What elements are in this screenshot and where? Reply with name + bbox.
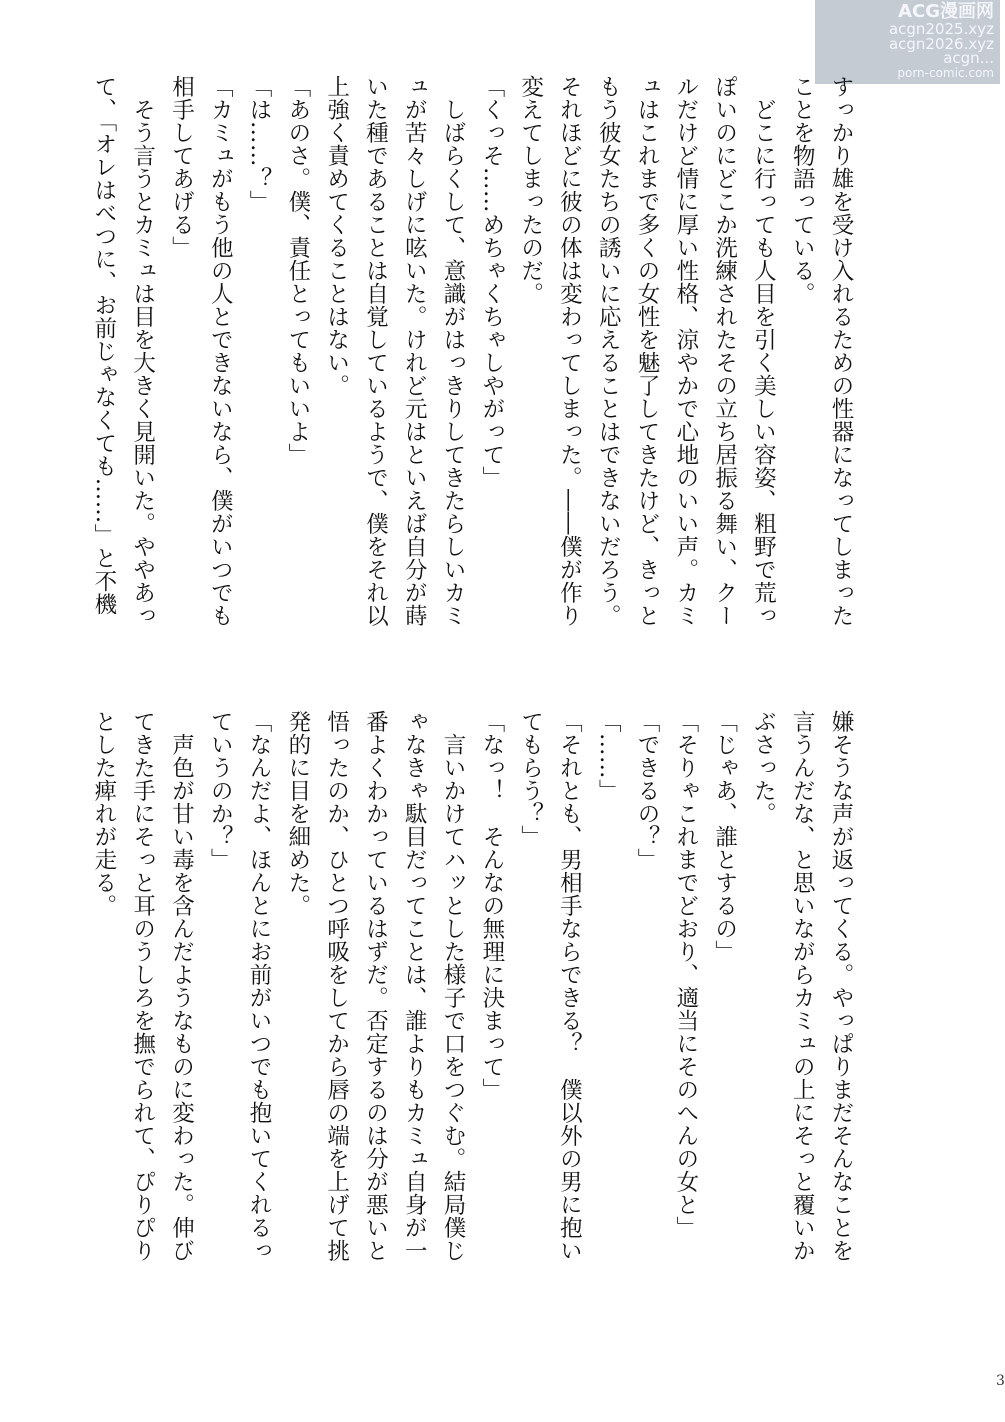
text-line: 上強く責めてくることはない。 (323, 75, 350, 397)
text-line: ュはこれまで多くの女性を魅了してきたけど、きっと (634, 75, 661, 627)
text-line: 声色が甘い毒を含んだようなものに変わった。伸び (168, 710, 195, 1262)
text-line: 「それとも、男相手ならできる？ 僕以外の男に抱い (556, 710, 583, 1262)
text-block-top (90, 75, 860, 675)
text-line: ゃなきゃ駄目だってことは、誰よりもカミュ自身が一 (401, 710, 428, 1262)
text-line: 「は……？」 (246, 75, 273, 213)
text-line: とした痺れが走る。 (90, 710, 117, 917)
text-line: ぽいのにどこか洗練されたその立ち居振る舞い、クー (711, 75, 738, 627)
text-line: 悟ったのか、ひとつ呼吸をしてから唇の端を上げて挑 (323, 710, 350, 1262)
watermark-line: porn-comic.com (897, 65, 994, 80)
text-line: 相手してあげる」 (168, 75, 195, 259)
text-line: ことを物語っている。 (789, 75, 816, 305)
text-line: そう言うとカミュは目を大きく見開いた。ややあっ (129, 75, 156, 627)
text-line: てもらう？」 (517, 710, 544, 848)
site-watermark (815, 0, 1000, 84)
text-line: 「できるの？」 (634, 710, 661, 871)
text-line: て、「オレはべつに、お前じゃなくても……」と不機 (90, 75, 117, 616)
watermark-line: acgn2026.xyz (888, 34, 994, 53)
text-line: それほどに彼の体は変わってしまった。――僕が作り (556, 75, 583, 627)
watermark-line: acgn2025.xyz (888, 20, 994, 38)
text-line: 嫌そうな声が返ってくる。やっぱりまだそんなことを (828, 710, 854, 1262)
text-line: 「カミュがもう他の人とできないなら、僕がいつでも (207, 75, 234, 627)
text-line: 「あのさ。僕、責任とってもいいよ」 (284, 75, 311, 466)
text-line: 「なっ！ そんなの無理に決まって」 (478, 710, 505, 1101)
text-line: 言うんだな、と思いながらカミュの上にそっと覆いか (789, 710, 816, 1262)
watermark-line: acgn... (943, 49, 994, 67)
text-line: 「くっそ……めちゃくちゃしやがって」 (478, 75, 505, 489)
text-line: 「じゃあ、誰とするの」 (711, 710, 738, 963)
text-line: ぶさった。 (750, 710, 777, 825)
text-line: どこに行っても人目を引く美しい容姿、粗野で荒っ (750, 75, 777, 627)
watermark-line: ACG漫画网 (898, 1, 994, 22)
page-number: 3 (996, 1373, 1005, 1389)
text-line: 言いかけてハッとした様子で口をつぐむ。結局僕じ (440, 710, 467, 1262)
text-line: しばらくして、意識がはっきりしてきたらしいカミ (440, 75, 467, 627)
text-line: 変えてしまったのだ。 (517, 75, 544, 305)
text-line: すっかり雄を受け入れるための性器になってしまった (828, 75, 854, 627)
text-line: 発的に目を細めた。 (284, 710, 311, 917)
text-line: てきた手にそっと耳のうしろを撫でられて、ぴりぴり (129, 710, 156, 1262)
text-line: 「……」 (595, 710, 622, 802)
text-line: ュが苦々しげに呟いた。けれど元はといえば自分が蒔 (401, 75, 428, 627)
text-line: 番よくわかっているはずだ。否定するのは分が悪いと (362, 710, 389, 1262)
text-block-bottom (90, 710, 860, 1300)
text-line: もう彼女たちの誘いに応えることはできないだろう。 (595, 75, 622, 627)
text-line: いた種であることは自覚しているようで、僕をそれ以 (362, 75, 389, 627)
text-line: 「なんだよ、ほんとにお前がいつでも抱いてくれるっ (246, 710, 273, 1262)
text-line: ルだけど情に厚い性格、涼やかで心地のいい声。カミ (672, 75, 699, 627)
text-line: 「そりゃこれまでどおり、適当にそのへんの女と」 (672, 710, 699, 1239)
text-line: ていうのか？」 (207, 710, 234, 871)
